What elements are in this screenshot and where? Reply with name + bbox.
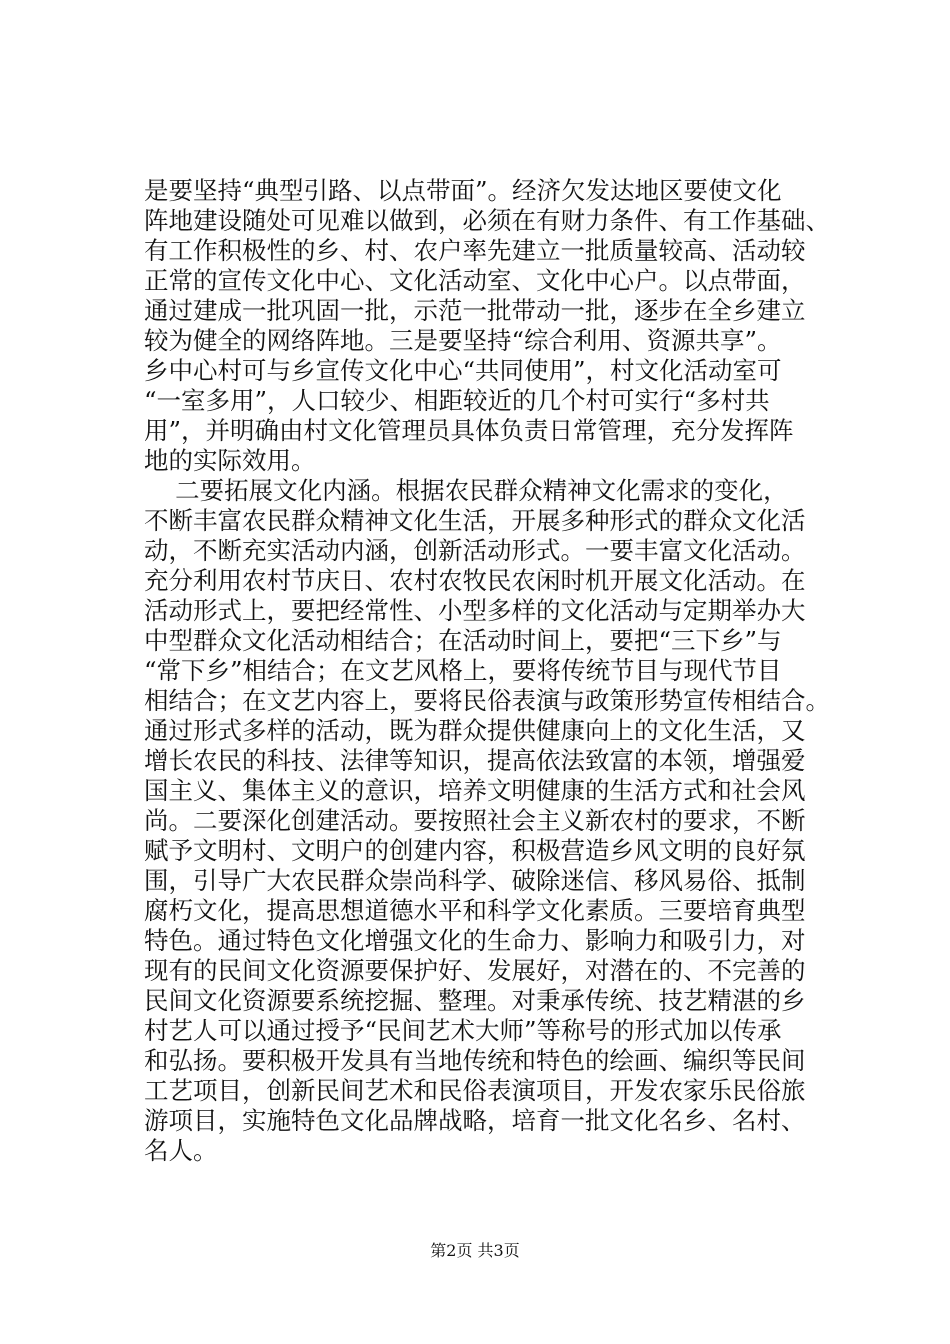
text-line: 活动形式上，要把经常性、小型多样的文化活动与定期举办大: [144, 596, 806, 625]
text-line: 充分利用农村节庆日、农村农牧民农闲时机开展文化活动。在: [144, 566, 806, 595]
text-line: 有工作积极性的乡、村、农户率先建立一批质量较高、活动较: [144, 236, 806, 265]
text-line: 是要坚持“典型引路、以点带面”。经济欠发达地区要使文化: [144, 176, 782, 205]
text-line: 较为健全的网络阵地。三是要坚持“综合利用、资源共享”。: [144, 326, 782, 355]
text-line: 乡中心村可与乡宣传文化中心“共同使用”，村文化活动室可: [144, 356, 782, 385]
text-line: 中型群众文化活动相结合；在活动时间上，要把“三下乡”与: [144, 626, 782, 655]
text-line: 村艺人可以通过授予“民间艺术大师”等称号的形式加以传承: [144, 1016, 782, 1045]
text-line: 增长农民的科技、法律等知识，提高依法致富的本领，增强爱: [144, 746, 806, 775]
text-line: 用”，并明确由村文化管理员具体负责日常管理，充分发挥阵: [144, 416, 794, 445]
text-line: 赋予文明村、文明户的创建内容，积极营造乡风文明的良好氛: [144, 836, 806, 865]
text-line: “常下乡”相结合；在文艺风格上，要将传统节目与现代节目: [144, 656, 782, 685]
text-line: 二要拓展文化内涵。根据农民群众精神文化需求的变化，: [144, 476, 788, 505]
text-line: 工艺项目，创新民间艺术和民俗表演项目，开发农家乐民俗旅: [144, 1076, 806, 1105]
text-line: 相结合；在文艺内容上，要将民俗表演与政策形势宣传相结合。: [144, 686, 830, 715]
text-line: 动，不断充实活动内涵，创新活动形式。一要丰富文化活动。: [144, 536, 806, 565]
text-line: 不断丰富农民群众精神文化生活，开展多种形式的群众文化活: [144, 506, 806, 535]
text-line: 特色。通过特色文化增强文化的生命力、影响力和吸引力，对: [144, 926, 806, 955]
text-line: 尚。二要深化创建活动。要按照社会主义新农村的要求，不断: [144, 806, 806, 835]
text-line: 通过形式多样的活动，既为群众提供健康向上的文化生活，又: [144, 716, 806, 745]
text-line: 腐朽文化，提高思想道德水平和科学文化素质。三要培育典型: [144, 896, 806, 925]
body-text: [144, 176, 834, 1166]
text-line: 通过建成一批巩固一批，示范一批带动一批，逐步在全乡建立: [144, 296, 806, 325]
page-footer: 第2页 共3页: [430, 1241, 520, 1260]
text-line: 正常的宣传文化中心、文化活动室、文化中心户。以点带面，: [144, 266, 806, 295]
text-line: 国主义、集体主义的意识，培养文明健康的生活方式和社会风: [144, 776, 806, 805]
text-line: 阵地建设随处可见难以做到，必须在有财力条件、有工作基础、: [144, 206, 830, 235]
text-line: 和弘扬。要积极开发具有当地传统和特色的绘画、编织等民间: [144, 1046, 806, 1075]
text-line: “一室多用”，人口较少、相距较近的几个村可实行“多村共: [144, 386, 770, 415]
text-line: 地的实际效用。: [144, 446, 316, 475]
text-line: 游项目，实施特色文化品牌战略，培育一批文化名乡、名村、: [144, 1106, 806, 1135]
text-line: 围，引导广大农民群众崇尚科学、破除迷信、移风易俗、抵制: [144, 866, 806, 895]
text-line: 民间文化资源要系统挖掘、整理。对秉承传统、技艺精湛的乡: [144, 986, 806, 1015]
text-line: 现有的民间文化资源要保护好、发展好，对潜在的、不完善的: [144, 956, 806, 985]
text-line: 名人。: [144, 1136, 218, 1165]
